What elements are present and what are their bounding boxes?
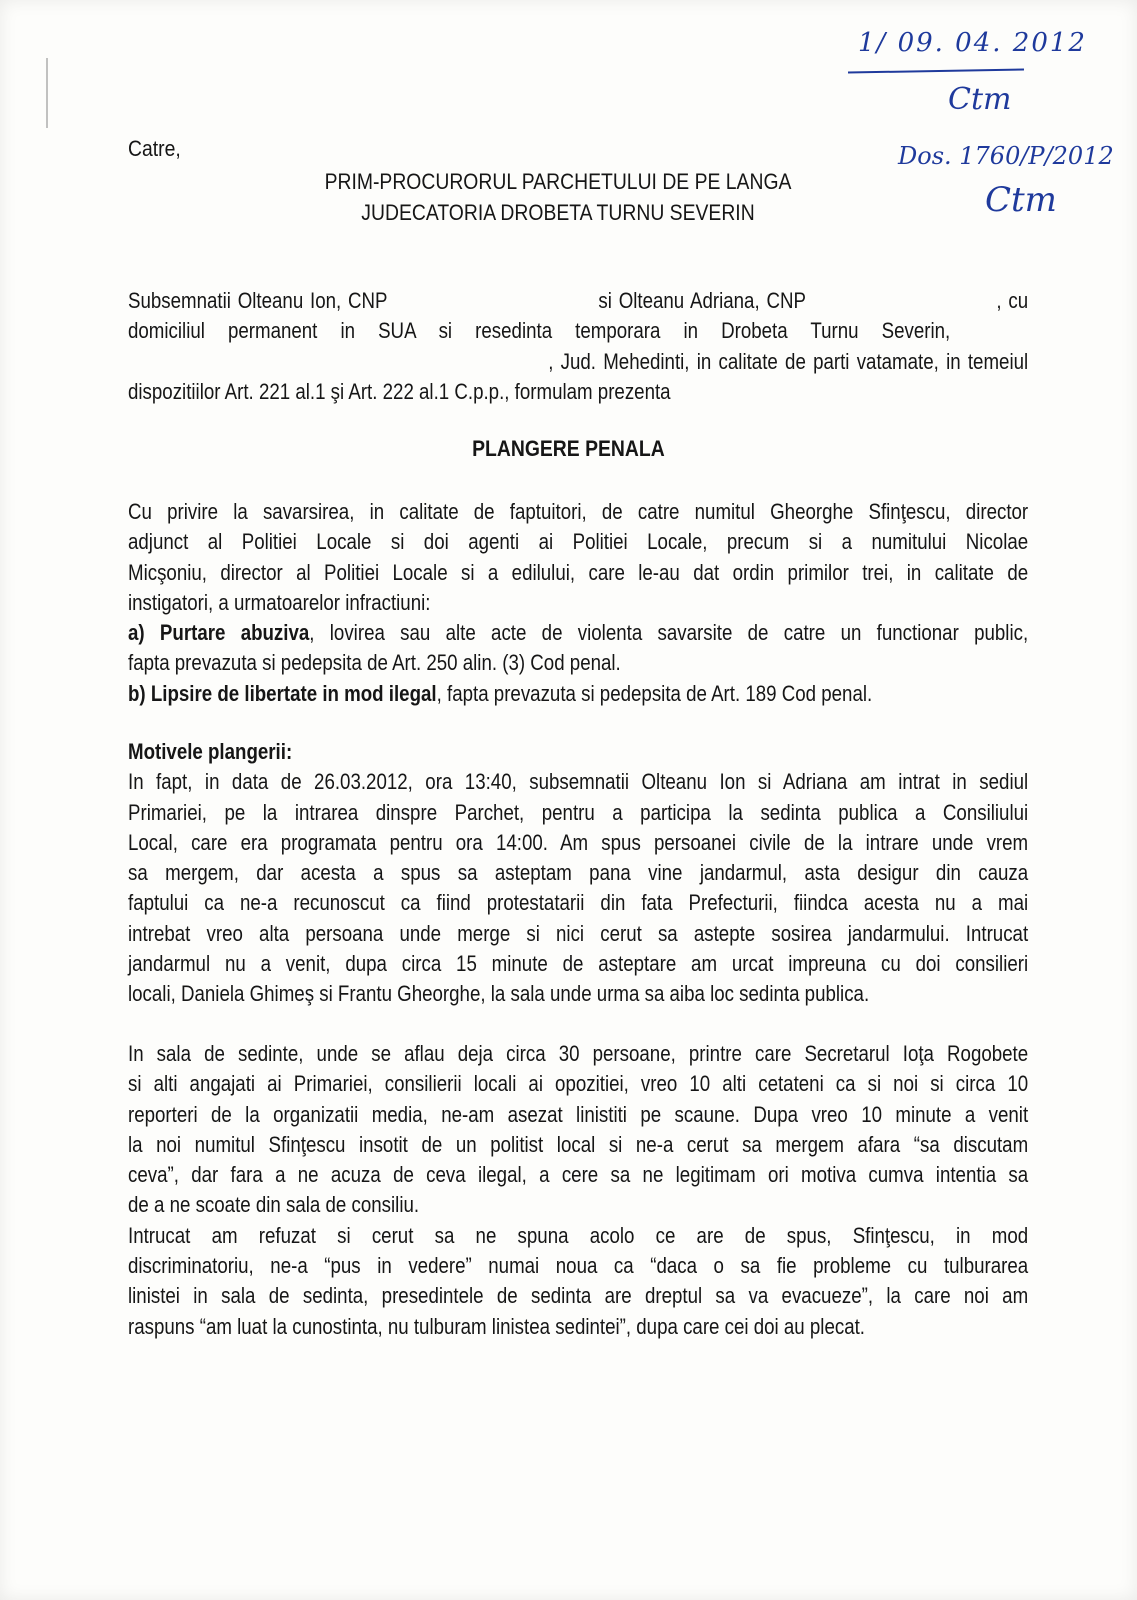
line-text: de a ne scoate din sala de consiliu. bbox=[128, 1192, 420, 1218]
line-text: sa mergem, dar acesta a spus sa asteptam pana vine jandarmul, asta desigur din cauza bbox=[128, 860, 1029, 886]
text-line bbox=[128, 979, 1028, 1009]
handwritten-signature: Ctm bbox=[948, 82, 1012, 117]
bold-heading: Motivele plangerii: bbox=[128, 739, 293, 764]
line-text: In sala de sedinte, unde se aflau deja circa 30 persoane, printre care Secretarul Ioţa Rogobete bbox=[128, 1041, 1029, 1066]
text-line bbox=[128, 888, 1028, 918]
line-text: Cu privire la savarsirea, in calitate de faptuitori, de catre numitul Gheorghe Sfinţescu, director bbox=[128, 499, 1029, 524]
bold-heading: b) Lipsire de libertate in mod ilegal bbox=[128, 680, 437, 706]
text-line bbox=[128, 558, 1028, 588]
text-line bbox=[128, 737, 1028, 767]
line-text: si alti angajati ai Primariei, consilierii locali ai opozitiei, vreo 10 alti cetateni ca si noi si circa 10 bbox=[128, 1071, 1029, 1097]
text-line bbox=[128, 1069, 1028, 1099]
line-text: instigatori, a urmatoarelor infractiuni: bbox=[128, 589, 431, 615]
handwritten-file-number: Dos. 1760/P/2012 bbox=[898, 142, 1114, 170]
text-line bbox=[128, 1221, 1028, 1251]
line-text: , lovirea sau alte acte de violenta savarsite de catre un functionar public, bbox=[309, 620, 1029, 646]
text-line bbox=[128, 588, 1028, 618]
text-line: , Jud. Mehedinti, in calitate de parti vatamate, in temeiul bbox=[128, 348, 1029, 374]
text-line bbox=[128, 828, 1028, 858]
document-title: PLANGERE PENALA bbox=[472, 436, 665, 461]
text-line: Subsemnatii Olteanu Ion, CNP si Olteanu Adriana, CNP , cu bbox=[128, 288, 1029, 313]
line-text: intrebat vreo alta persoana unde merge si nici cerut sa astepte sosirea jandarmului. Intrucat bbox=[128, 920, 1029, 946]
text-line bbox=[128, 949, 1028, 979]
text-line bbox=[128, 1251, 1028, 1281]
line-text: Primariei, pe la intrarea dinspre Parchet, pentru a participa la sedinta publica a Consiliului bbox=[128, 799, 1029, 825]
salutation: Catre, bbox=[128, 136, 181, 161]
line-text: In fapt, in data de 26.03.2012, ora 13:40, subsemnatii Olteanu Ion si Adriana am intrat in sediul bbox=[128, 769, 1029, 795]
line-text: adjunct al Politiei Locale si doi agenti ai Politiei Locale, precum si a numitului Nicolae bbox=[128, 529, 1029, 555]
line-text: jandarmul nu a venit, dupa circa 15 minute de asteptare am urcat impreuna cu doi consilieri bbox=[128, 951, 1029, 977]
text-line bbox=[128, 767, 1028, 797]
handwritten-underline bbox=[848, 68, 1024, 73]
text-line: domiciliul permanent in SUA si resedinta temporara in Drobeta Turnu Severin, bbox=[128, 318, 1029, 344]
handwritten-signature: Ctm bbox=[985, 180, 1057, 220]
session-paragraph bbox=[128, 1039, 1028, 1342]
text-line bbox=[128, 648, 1028, 678]
line-text: discriminatoriu, ne-a “pus in vedere” numai noua ca “daca o sa fie probleme cu tulburarea bbox=[128, 1253, 1029, 1279]
text-line bbox=[128, 618, 1028, 648]
text-line bbox=[128, 497, 1028, 527]
line-text: fapta prevazuta si pedepsita de Art. 250 alin. (3) Cod penal. bbox=[128, 650, 621, 676]
margin-mark bbox=[46, 58, 48, 128]
reasons-paragraph bbox=[128, 737, 1028, 1010]
text-line bbox=[128, 1039, 1028, 1069]
text-line bbox=[128, 1100, 1028, 1130]
line-text: locali, Daniela Ghimeş si Frantu Gheorghe, la sala unde urma sa aiba loc sedinta publica. bbox=[128, 981, 870, 1007]
text-line bbox=[128, 679, 1028, 709]
line-text: ceva”, dar fara a ne acuza de ceva ilegal, a cere sa ne legitimam ori motiva cumva intentia sa bbox=[128, 1162, 1029, 1188]
addressee-line: PRIM-PROCURORUL PARCHETULUI DE PE LANGA bbox=[324, 169, 792, 194]
addressee-line: JUDECATORIA DROBETA TURNU SEVERIN bbox=[361, 200, 755, 225]
text-line bbox=[128, 1160, 1028, 1190]
text-line bbox=[128, 919, 1028, 949]
text-line bbox=[128, 1281, 1028, 1311]
bold-heading: a) Purtare abuziva bbox=[128, 620, 310, 646]
line-text: raspuns “am luat la cunostinta, nu tulburam linistea sedintei”, dupa care cei doi au plecat. bbox=[128, 1313, 865, 1339]
subject-paragraph bbox=[128, 497, 1028, 709]
line-text: Intrucat am refuzat si cerut sa ne spuna acolo ce are de spus, Sfinţescu, in mod bbox=[128, 1222, 1029, 1248]
text-line bbox=[128, 1190, 1028, 1220]
line-text: faptului ca ne-a recunoscut ca fiind protestatarii din fata Prefecturii, fiindca acesta nu a mai bbox=[128, 890, 1029, 916]
text-line: dispozitiilor Art. 221 al.1 şi Art. 222 al.1 C.p.p., formulam prezenta bbox=[128, 378, 671, 404]
text-line bbox=[128, 858, 1028, 888]
text-line bbox=[128, 527, 1028, 557]
line-text: , fapta prevazuta si pedepsita de Art. 189 Cod penal. bbox=[436, 680, 873, 706]
text-line bbox=[128, 1312, 1028, 1342]
line-text: Micşoniu, director al Politiei Locale si a edilului, care le-au dat ordin primilor trei, in calitate de bbox=[128, 559, 1029, 585]
intro-paragraph bbox=[128, 286, 1028, 407]
line-text: Local, care era programata pentru ora 14:00. Am spus persoanei civile de la intrare unde vrem bbox=[128, 829, 1029, 855]
line-text: linistei in sala de sedinta, presedintele de sedinta are dreptul sa va evacueze”, la care noi am bbox=[128, 1283, 1029, 1309]
text-line bbox=[128, 798, 1028, 828]
addressee bbox=[200, 166, 916, 228]
line-text: la noi numitul Sfinţescu insotit de un politist local si ne-a cerut sa mergem afara “sa discutam bbox=[128, 1131, 1029, 1157]
handwritten-registration-date: 1/ 09. 04. 2012 bbox=[858, 28, 1087, 58]
text-line bbox=[128, 1130, 1028, 1160]
line-text: reporteri de la organizatii media, ne-am asezat linistiti pe scaune. Dupa vreo 10 minute a venit bbox=[128, 1101, 1029, 1127]
